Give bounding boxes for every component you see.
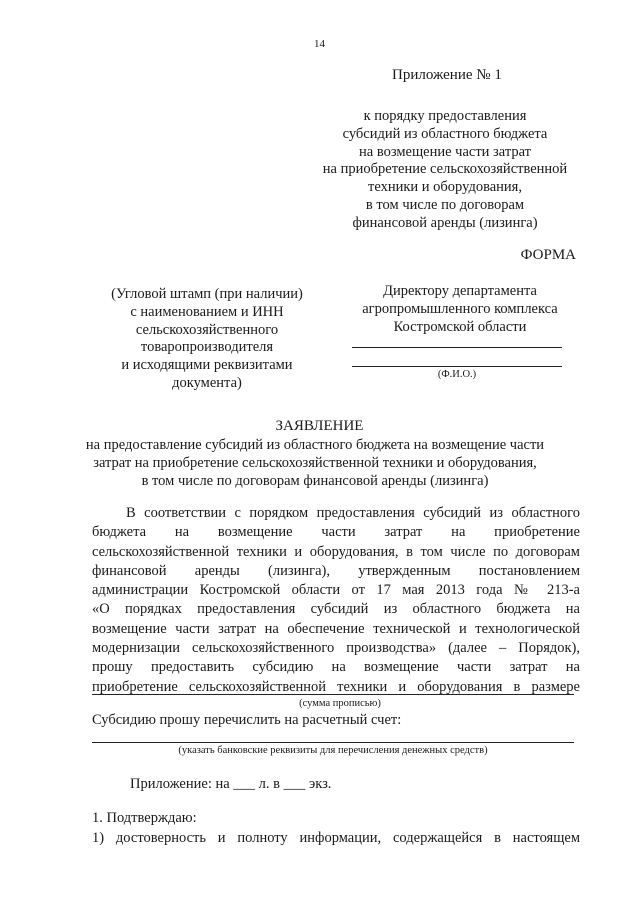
appendix-line: на возмещение части затрат xyxy=(359,143,531,160)
addressee-blank-line-2[interactable] xyxy=(352,366,562,367)
subtitle-line: в том числе по договорам финансовой аренды (лизинга) xyxy=(141,473,489,489)
body-line: финансовой аренды (лизинга), утвержденным постановлением xyxy=(92,562,580,579)
addressee-block xyxy=(345,283,575,336)
stamp-line: документа) xyxy=(172,374,242,391)
confirm-item-1: 1) достоверность и полноту информации, содержащейся в настоящем xyxy=(92,830,580,846)
body-line: возмещение части затрат на обеспечение технической и технологической xyxy=(92,620,580,637)
sum-caption: (сумма прописью) xyxy=(299,698,381,709)
stamp-line: и исходящими реквизитами xyxy=(121,357,293,374)
subtitle-line: на предоставление субсидий из областного бюджета на возмещение части xyxy=(85,437,545,453)
account-text: Субсидию прошу перечислить на расчетный счет: xyxy=(92,712,402,728)
body-line: модернизации сельскохозяйственного производства» (далее – Порядок), xyxy=(92,640,580,657)
statement-subtitle xyxy=(75,436,555,490)
appendix-line: на приобретение сельскохозяйственной xyxy=(322,161,568,178)
body-line: администрации Костромской области от 17 мая 2013 года № 213-а xyxy=(92,582,580,599)
body-line: прошу предоставить субсидию на возмещение части затрат на xyxy=(92,659,580,676)
statement-body xyxy=(92,504,580,697)
appendix-line: в том числе по договорам xyxy=(365,196,525,213)
confirm-heading: 1. Подтверждаю: xyxy=(92,810,197,826)
body-line: «О порядках предоставления субсидий из областного бюджета на xyxy=(92,601,580,618)
body-line: приобретение сельскохозяйственной техники и оборудования в размере xyxy=(92,678,580,695)
stamp-line: сельскохозяйственного xyxy=(135,321,279,338)
appendix-description xyxy=(300,108,590,233)
body-line: В соответствии с порядком предоставления субсидий из областного xyxy=(126,505,580,521)
addressee-line: Костромской области xyxy=(393,318,527,335)
page-number: 14 xyxy=(314,38,325,50)
body-line: бюджета на возмещение части затрат на приобретение xyxy=(92,524,580,541)
addressee-blank-line-1[interactable] xyxy=(352,347,562,348)
stamp-line: (Угловой штамп (при наличии) xyxy=(111,286,303,302)
sum-blank-line[interactable] xyxy=(92,694,574,695)
addressee-line: агропромышленного комплекса xyxy=(362,300,558,317)
corner-stamp-block xyxy=(92,286,322,393)
appendix-line: к порядку предоставления xyxy=(363,108,527,124)
appendix-title: Приложение № 1 xyxy=(392,67,502,83)
bank-details-caption: (указать банковские реквизиты для перечисления денежных средств) xyxy=(178,745,488,756)
stamp-line: с наименованием и ИНН xyxy=(130,303,284,320)
appendix-line: техники и оборудования, xyxy=(368,179,522,196)
fio-caption: (Ф.И.О.) xyxy=(437,369,477,380)
statement-title: ЗАЯВЛЕНИЕ xyxy=(275,418,364,434)
appendix-line: субсидий из областного бюджета xyxy=(342,125,548,142)
appendix-line: финансовой аренды (лизинга) xyxy=(352,214,538,231)
stamp-line: товаропроизводителя xyxy=(140,339,274,356)
subtitle-line: затрат на приобретение сельскохозяйственной техники и оборудования, xyxy=(93,455,537,471)
addressee-line: Директору департамента xyxy=(383,283,537,299)
bank-details-blank-line[interactable] xyxy=(92,742,574,743)
attachment-text: Приложение: на ___ л. в ___ экз. xyxy=(130,776,332,792)
body-line: сельскохозяйственной техники и оборудования, в том числе по договорам xyxy=(92,543,580,560)
form-label: ФОРМА xyxy=(520,247,576,263)
